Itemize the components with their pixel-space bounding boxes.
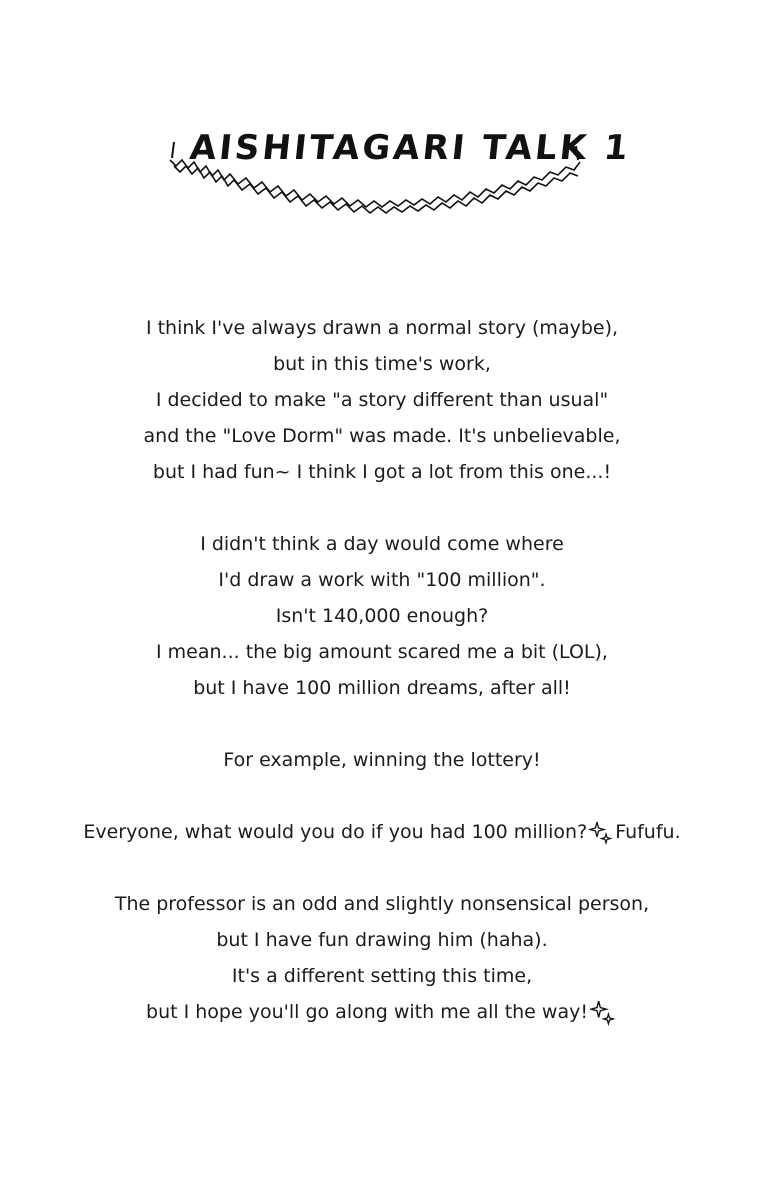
paragraph [60, 814, 704, 850]
sparkle-icon [589, 821, 613, 845]
text-line: Isn't 140,000 enough? [275, 605, 489, 627]
text-line: but I had fun~ I think I got a lot from this one...! [152, 461, 612, 483]
page-title: AISHITAGARI TALK 1 [187, 128, 633, 168]
text-line: but I have 100 million dreams, after all! [193, 677, 571, 699]
text-line: It's a different setting this time, [231, 965, 533, 987]
paragraph [60, 526, 704, 706]
text-segment: Fufufu. [615, 821, 681, 843]
text-line: and the "Love Dorm" was made. It's unbelievable, [143, 425, 621, 447]
text-segment: but I hope you'll go along with me all the way! [146, 1001, 588, 1023]
text-line: but in this time's work, [273, 353, 491, 375]
text-line: I decided to make "a story different than usual" [155, 389, 609, 411]
text-line [60, 994, 704, 1030]
text-line: For example, winning the lottery! [223, 749, 541, 771]
paragraph [60, 886, 704, 1030]
title-banner [160, 118, 633, 218]
paragraph [60, 310, 704, 490]
text-line: I mean... the big amount scared me a bit (LOL), [156, 641, 608, 663]
text-line: I'd draw a work with "100 million". [218, 569, 546, 591]
text-line: but I have fun drawing him (haha). [216, 929, 548, 951]
text-line: I didn't think a day would come where [200, 533, 564, 555]
text-line: The professor is an odd and slightly nonsensical person, [114, 893, 650, 915]
sparkle-icon [590, 1000, 616, 1026]
text-line [60, 814, 704, 850]
text-line: I think I've always drawn a normal story (maybe), [145, 317, 619, 339]
text-segment: Everyone, what would you do if you had 100 million? [83, 821, 588, 843]
body-text [60, 310, 704, 1066]
paragraph [60, 742, 704, 778]
